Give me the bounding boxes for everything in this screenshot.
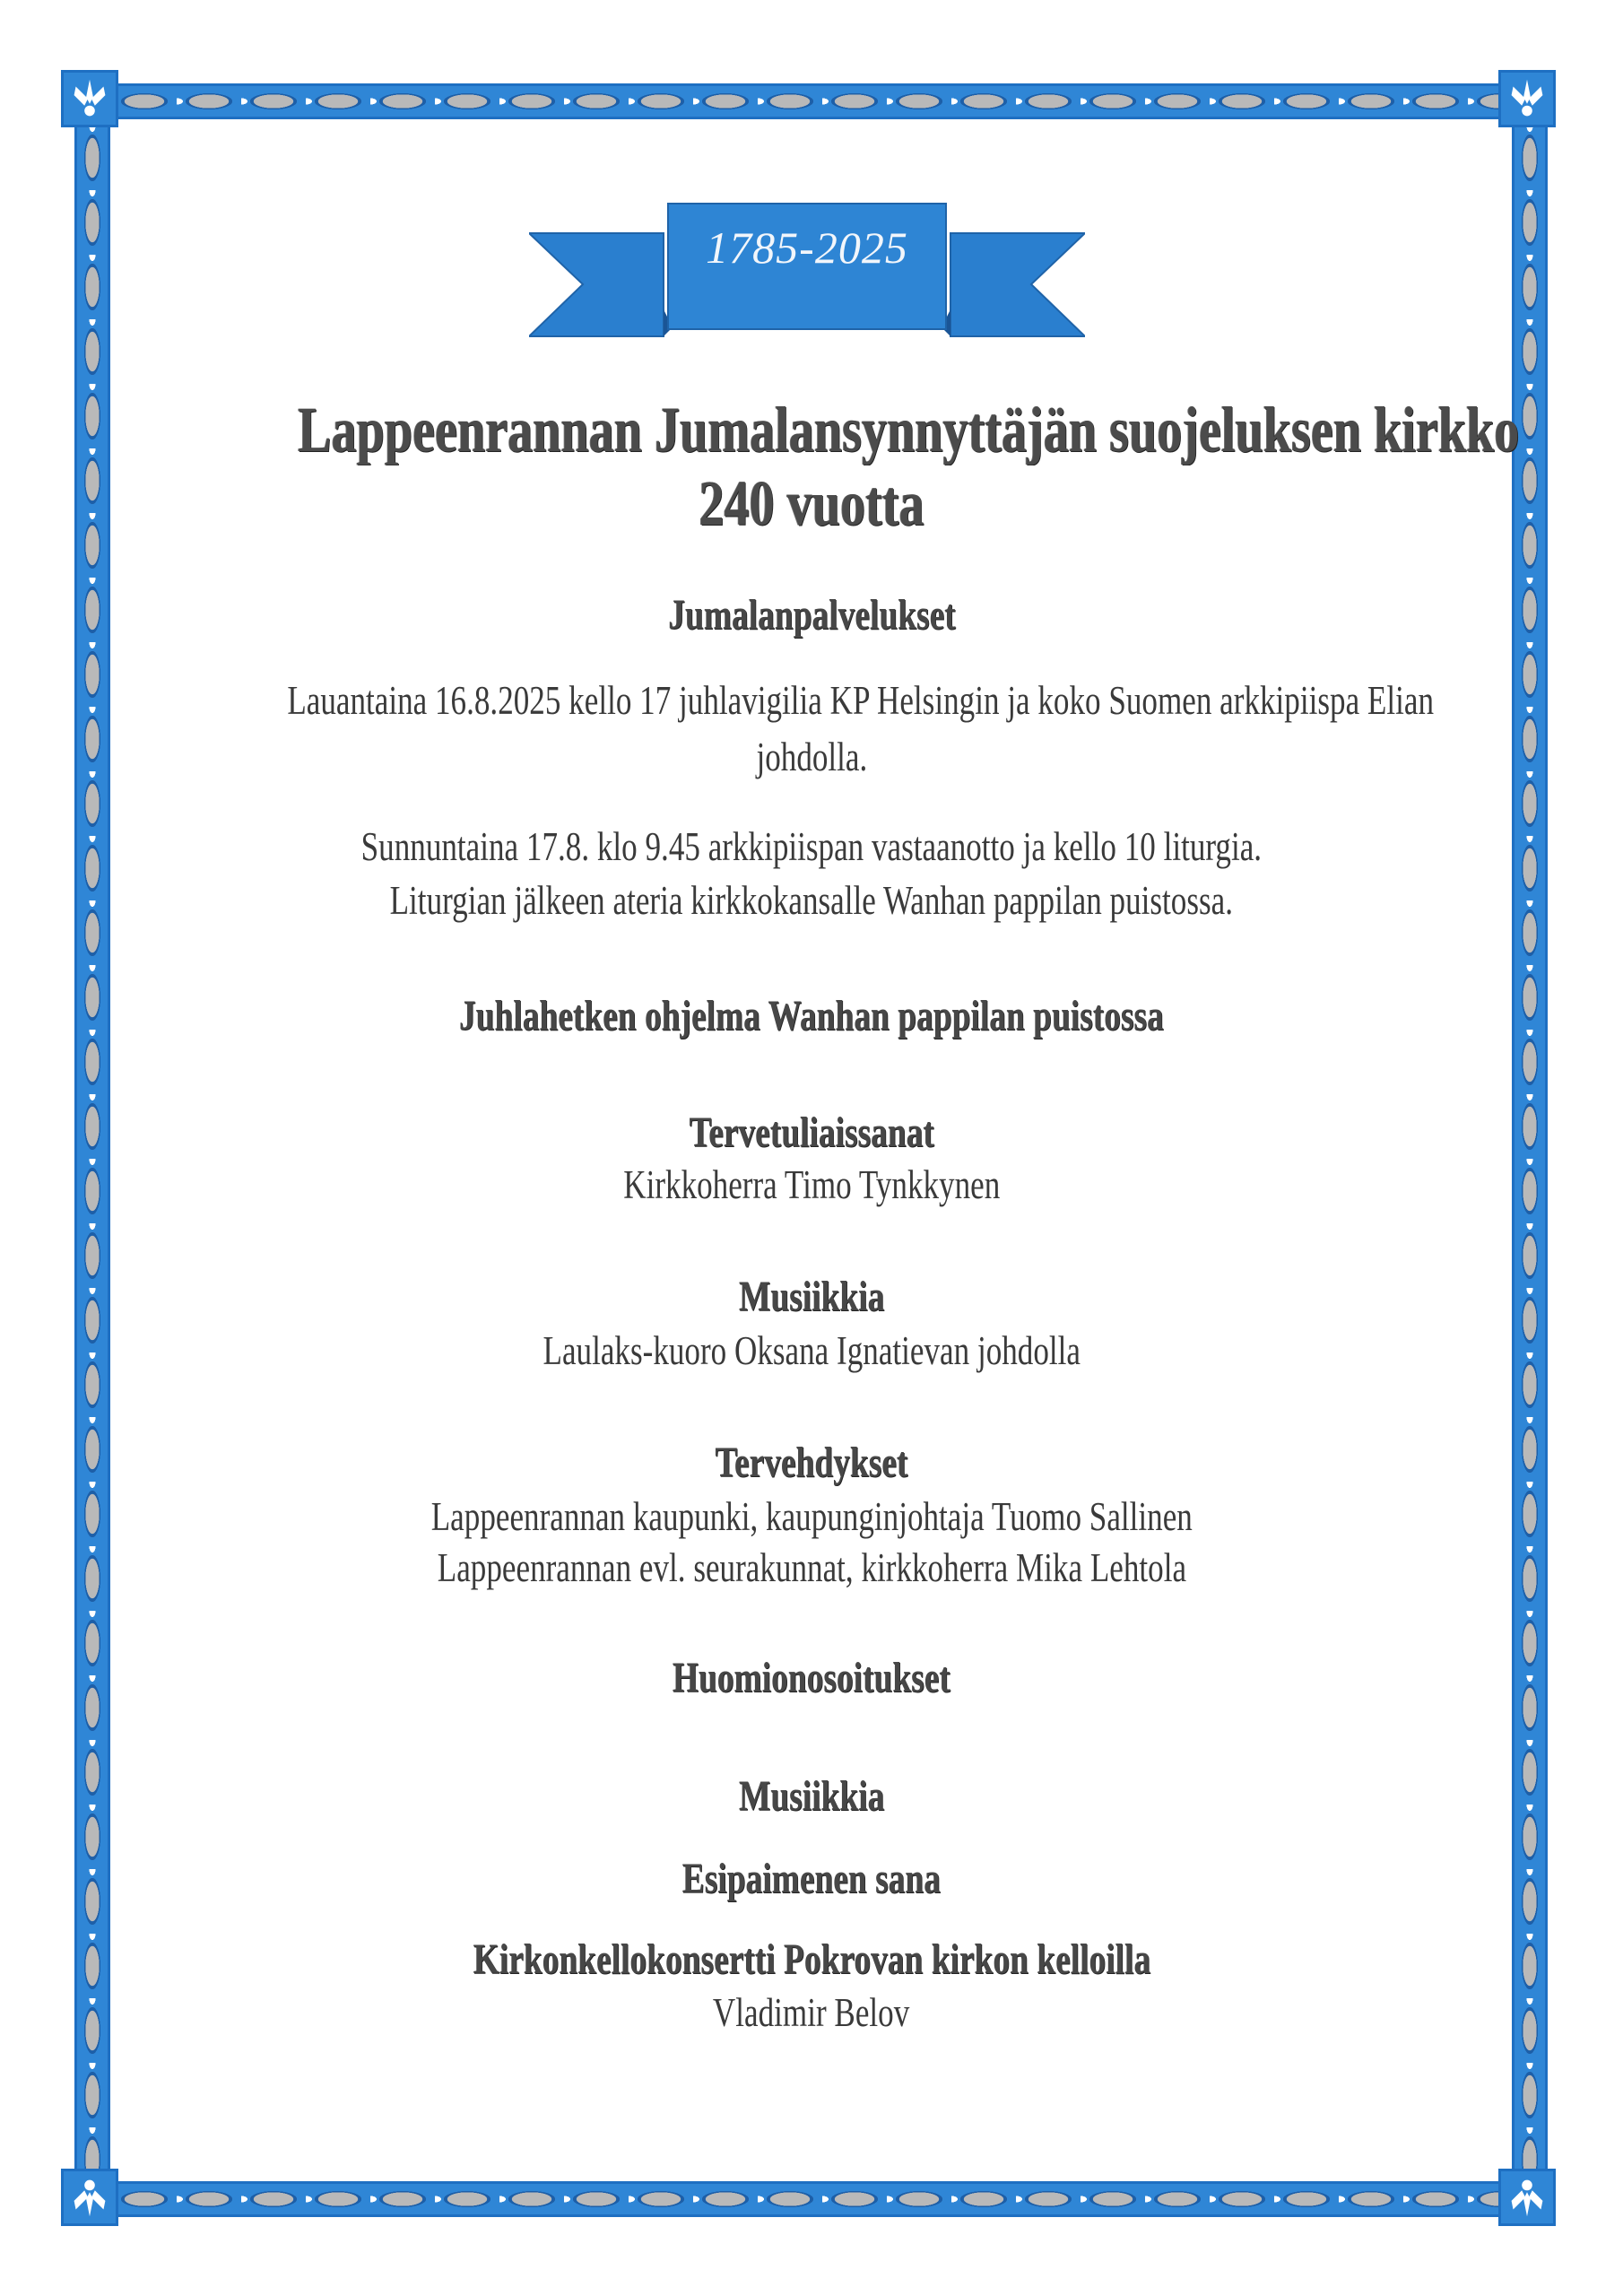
- year-ribbon-banner: [529, 193, 1085, 363]
- corner-ornament-icon: [61, 2169, 118, 2226]
- welcome-heading: Tervetuliaissanat: [689, 1109, 934, 1156]
- page-title-line1: Lappeenrannan Jumalansynnyttäjän suojeluksen kirkko: [298, 394, 1520, 465]
- border-left: [74, 126, 110, 2170]
- saturday-service-line1: Lauantaina 16.8.2025 kello 17 juhlavigilia KP Helsingin ja koko Suomen arkkipiispa Elian: [287, 678, 1435, 723]
- corner-ornament-icon: [1498, 2169, 1556, 2226]
- bell-concert-performer: Vladimir Belov: [713, 1990, 910, 2035]
- music1-performer: Laulaks-kuoro Oksana Ignatievan johdolla: [542, 1328, 1081, 1373]
- sunday-service-line2: Liturgian jälkeen ateria kirkkokansalle Wanhan pappilan puistossa.: [389, 878, 1234, 923]
- music2-heading: Musiikkia: [738, 1772, 885, 1820]
- bishop-word-heading: Esipaimenen sana: [681, 1855, 942, 1902]
- sunday-service-line1: Sunnuntaina 17.8. klo 9.45 arkkipiispan vastaanotto ja kello 10 liturgia.: [360, 824, 1263, 869]
- border-top: [112, 83, 1511, 119]
- corner-ornament-icon: [1498, 70, 1556, 127]
- program-heading: Juhlahetken ohjelma Wanhan pappilan puistossa: [459, 992, 1164, 1039]
- welcome-speaker: Kirkkoherra Timo Tynkkynen: [622, 1162, 1001, 1207]
- recognitions-heading: Huomionosoitukset: [673, 1654, 950, 1701]
- bell-concert-heading: Kirkonkellokonsertti Pokrovan kirkon kelloilla: [473, 1935, 1150, 1983]
- services-heading: Jumalanpalvelukset: [667, 591, 956, 639]
- border-bottom: [112, 2181, 1511, 2217]
- corner-ornament-icon: [61, 70, 118, 127]
- ribbon-years: 1785-2025: [706, 222, 908, 273]
- greetings-line1: Lappeenrannan kaupunki, kaupunginjohtaja Tuomo Sallinen: [430, 1494, 1193, 1539]
- saturday-service-line2: johdolla.: [756, 735, 867, 779]
- greetings-heading: Tervehdykset: [715, 1439, 908, 1486]
- greetings-line2: Lappeenrannan evl. seurakunnat, kirkkoherra Mika Lehtola: [437, 1545, 1186, 1590]
- music1-heading: Musiikkia: [738, 1273, 885, 1320]
- page-title-line2: 240 vuotta: [699, 467, 924, 539]
